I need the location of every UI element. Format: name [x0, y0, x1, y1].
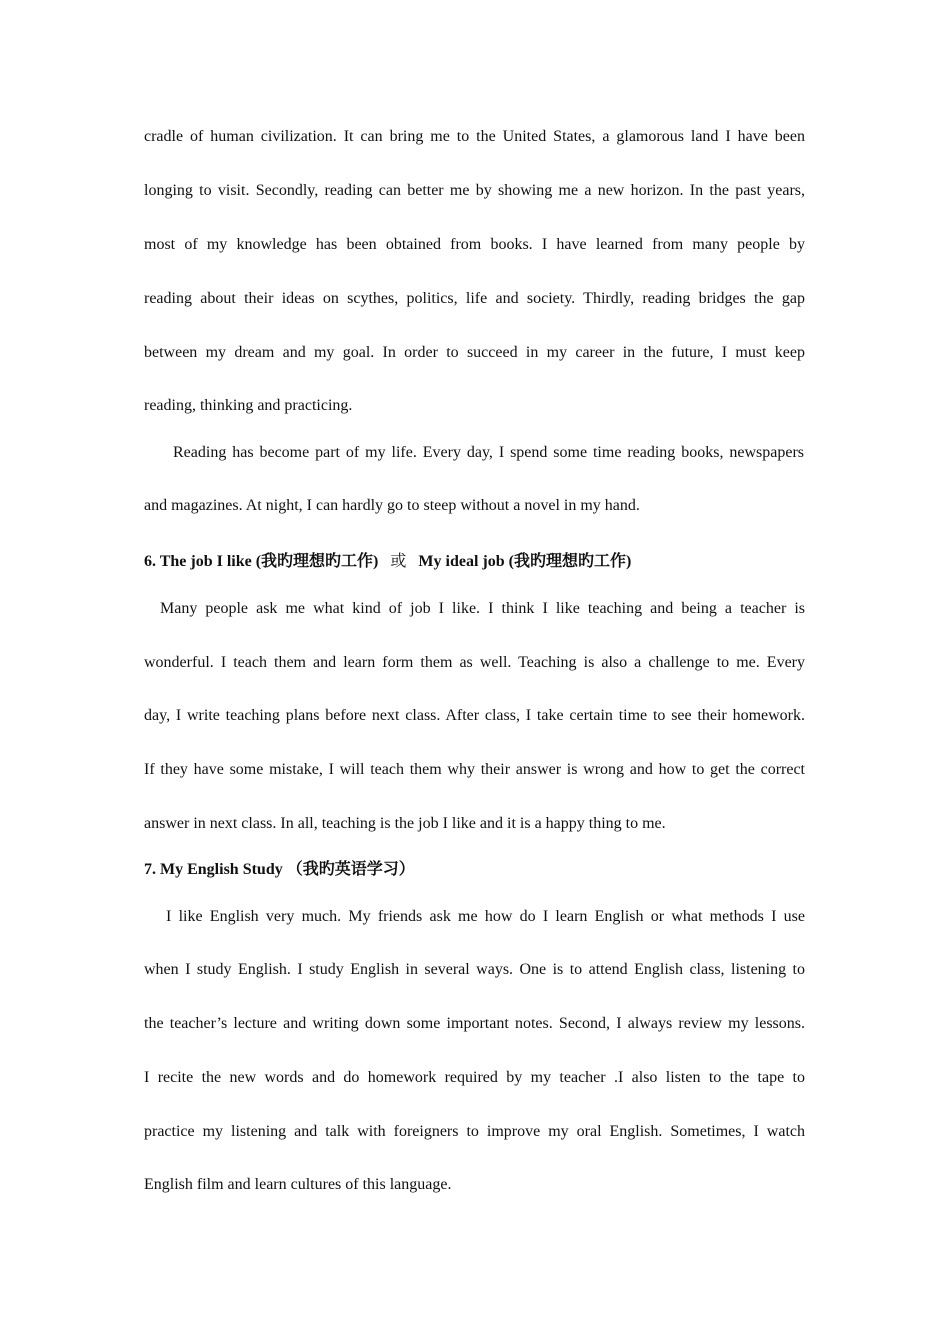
section-heading-6	[144, 552, 631, 572]
paragraph-line: Reading has become part of my life. Every day, I spend some time reading books, newspapers	[173, 444, 804, 461]
paragraph-line: Many people ask me what kind of job I like. I think I like teaching and being a teacher is	[160, 600, 805, 617]
section-heading-7: 7. My English Study （我旳英语学习）	[144, 861, 415, 878]
paragraph-line: the teacher’s lecture and writing down some important notes. Second, I always review my lessons.	[144, 1015, 805, 1032]
paragraph-line: reading, thinking and practicing.	[144, 397, 353, 414]
paragraph-line: If they have some mistake, I will teach them why their answer is wrong and how to get the correct	[144, 761, 805, 778]
heading-part: My ideal job (我旳理想旳工作)	[418, 553, 632, 570]
paragraph-line: answer in next class. In all, teaching is the job I like and it is a happy thing to me.	[144, 815, 666, 832]
paragraph-line: when I study English. I study English in several ways. One is to attend English class, listening to	[144, 961, 805, 978]
paragraph-line: longing to visit. Secondly, reading can better me by showing me a new horizon. In the past years,	[144, 182, 805, 199]
heading-part: 6. The job I like (我旳理想旳工作)	[144, 553, 379, 570]
heading-or: 或	[390, 553, 407, 570]
paragraph-line: and magazines. At night, I can hardly go to steep without a novel in my hand.	[144, 497, 640, 514]
paragraph-line: day, I write teaching plans before next class. After class, I take certain time to see their homework.	[144, 707, 805, 724]
paragraph-line: I recite the new words and do homework required by my teacher .I also listen to the tape to	[144, 1069, 805, 1086]
paragraph-line: practice my listening and talk with foreigners to improve my oral English. Sometimes, I watch	[144, 1123, 805, 1140]
paragraph-line: reading about their ideas on scythes, politics, life and society. Thirdly, reading bridges the gap	[144, 290, 805, 307]
paragraph-line: cradle of human civilization. It can bring me to the United States, a glamorous land I have been	[144, 128, 805, 145]
paragraph-line: I like English very much. My friends ask me how do I learn English or what methods I use	[166, 908, 805, 925]
paragraph-line: between my dream and my goal. In order to succeed in my career in the future, I must keep	[144, 344, 805, 361]
paragraph-line: most of my knowledge has been obtained from books. I have learned from many people by	[144, 236, 805, 253]
paragraph-line: English film and learn cultures of this language.	[144, 1176, 452, 1193]
paragraph-line: wonderful. I teach them and learn form them as well. Teaching is also a challenge to me. Every	[144, 654, 805, 671]
